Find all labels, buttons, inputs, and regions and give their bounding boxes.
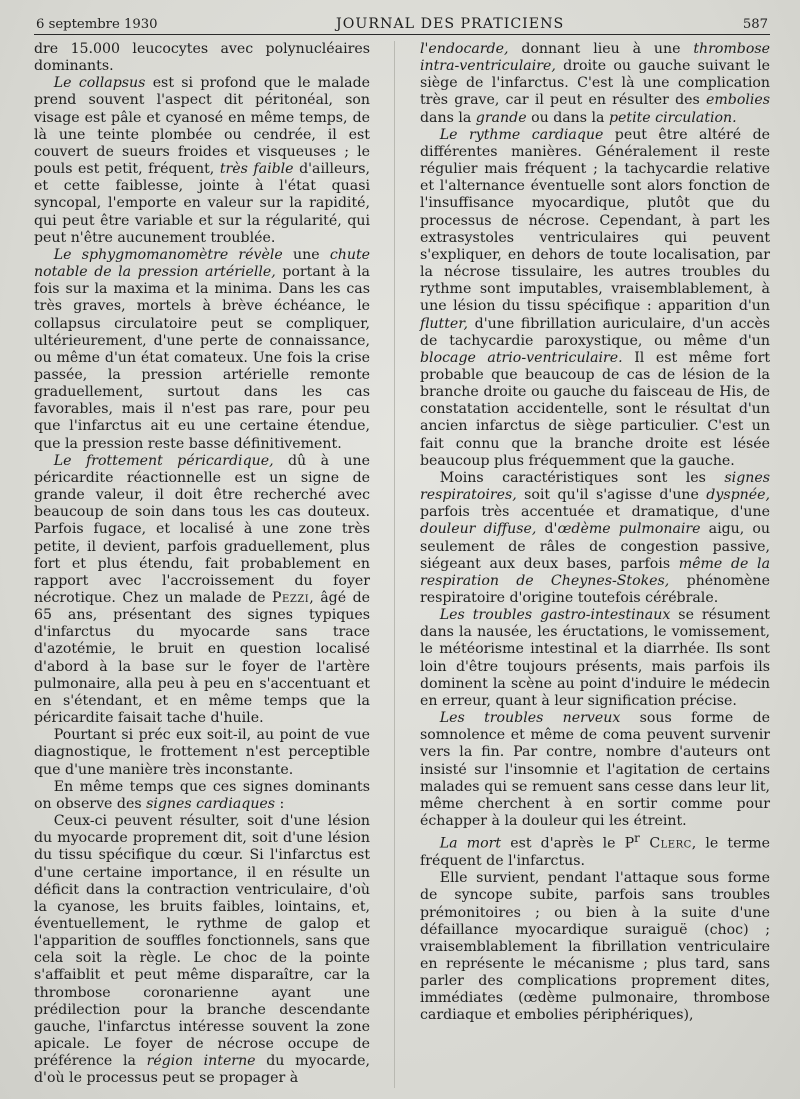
text: donnant lieu à une bbox=[508, 41, 694, 57]
emphasis: grande bbox=[475, 109, 527, 126]
paragraph-collapsus bbox=[34, 75, 370, 247]
text: , le terme fréquent de l'infarctus. bbox=[420, 835, 771, 870]
paragraph-frottement bbox=[34, 453, 370, 728]
paragraph bbox=[420, 870, 770, 1024]
emphasis: douleur diffuse, bbox=[420, 521, 537, 538]
paragraph bbox=[420, 41, 770, 127]
section-lead: Le sphygmomanomètre révèle bbox=[53, 246, 283, 263]
section-lead: Le rythme cardiaque bbox=[439, 126, 604, 143]
paragraph-nerveux bbox=[420, 710, 770, 830]
emphasis: thrombose intra-ventriculaire, bbox=[420, 41, 770, 75]
page-number: 587 bbox=[742, 17, 768, 32]
paragraph-signes-cardiaques bbox=[34, 779, 370, 813]
emphasis: petite circulation. bbox=[608, 109, 737, 126]
paragraph-sphygmomanometre bbox=[34, 247, 370, 453]
text: dre 15.000 leucocytes avec polynucléaires dominants. bbox=[34, 41, 370, 75]
text-columns bbox=[34, 41, 770, 1088]
paragraph-respiratoires bbox=[420, 470, 770, 607]
text: En même temps que ces signes dominants on observe des bbox=[34, 778, 370, 812]
text: sous forme de somnolence et même de coma peuvent survenir vers la fin. Par contre, nombre d'auteurs ont insisté sur l'insomnie et l'agitation de certains malades qui se remuent sans cesse dans leur lit, même cherchent à en sortir comme pour échapper à la douleur qui les étreint. bbox=[420, 710, 770, 830]
text: ou dans la bbox=[526, 109, 609, 126]
text: d' bbox=[536, 521, 558, 538]
column-divider bbox=[394, 41, 396, 1088]
emphasis: même de la respiration de Cheynes-Stokes, bbox=[420, 555, 771, 589]
emphasis: très faible bbox=[219, 161, 294, 178]
paragraph-gastro bbox=[420, 607, 770, 710]
paragraph-mort bbox=[420, 830, 770, 870]
text: portant à la fois sur la maxima et la minima. Dans les cas très graves, mortels à brève échéance, le collapsus circulatoire peut se compliquer, ultérieurement, d'une perte de connaissance, ou même d'un état comateux. Une fois la crise passée, la pression artérielle remonte graduellement, surtout dans les cas favorables, mais il n'est pas rare, pour peu que l'infarctus ait eu une certaine étendue, que la pression reste basse définitivement. bbox=[34, 264, 370, 452]
text: aigu, ou seulement de râles de congestion passive, siégeant aux deux bases, parfois bbox=[420, 521, 770, 572]
text: une bbox=[282, 246, 330, 263]
author-name: Clerc bbox=[639, 835, 692, 852]
section-lead: Les troubles nerveux bbox=[439, 710, 621, 727]
emphasis: signes cardiaques bbox=[146, 795, 276, 812]
emphasis: blocage atrio-ventriculaire. bbox=[420, 349, 623, 366]
emphasis: région interne bbox=[146, 1053, 256, 1070]
text: du myocarde, d'où le processus peut se propager à bbox=[34, 1053, 371, 1087]
journal-title: JOURNAL DES PRATICIENS bbox=[336, 16, 565, 32]
text: d'ailleurs, et cette faiblesse, jointe à l'état quasi syncopal, l'emporte en valeur sur la rapidité, qui peut être variable et sur la régularité, qui peut n'être aucunement troublée. bbox=[34, 161, 370, 246]
section-lead: Le collapsus bbox=[53, 75, 146, 92]
paragraph bbox=[34, 813, 370, 1088]
text: Moins caractéristiques sont les bbox=[439, 469, 725, 486]
text: : bbox=[275, 795, 285, 812]
text: Elle survient, pendant l'attaque sous forme de syncope subite, parfois sans troubles prémonitoires ; ou bien à la suite d'une défaillance myocardique suraiguë (choc) ; vraisemblablement la fibrillation ventriculaire en représente le mécanisme ; plus tard, sans parler des complications proprement dites, immédiates (œdème pulmonaire, thrombose cardiaque et embolies périphériques), bbox=[420, 870, 770, 1024]
emphasis: signes respiratoires, bbox=[420, 469, 770, 504]
text: dans la bbox=[420, 109, 476, 126]
text: droite ou gauche suivant le siège de l'infarctus. C'est là une complication très grave, car il peut en résulter des bbox=[420, 58, 770, 109]
text: d'une fibrillation auriculaire, d'un accès de tachycardie paroxystique, ou même d'un bbox=[420, 315, 770, 349]
emphasis: l'endocarde, bbox=[420, 41, 509, 57]
emphasis: embolies bbox=[705, 92, 770, 109]
superscript: r bbox=[634, 831, 640, 846]
text: est d'après le P bbox=[501, 835, 635, 852]
text: se résument dans la nausée, les éructations, le vomissement, le météorisme intestinal et la diarrhée. Ils sont loin d'être toujours présents, mais parfois ils dominent la scène au point d'induire le médecin en erreur, quant à leur signification précise. bbox=[420, 607, 770, 709]
text: Pourtant si préc eux soit-il, au point de vue diagnostique, le frottement n'est perceptible que d'une manière très inconstante. bbox=[34, 727, 370, 778]
text: dû à une péricardite réactionnelle est un signe de grande valeur, il doit être recherché avec beaucoup de soin dans tous les cas douteux. Parfois fugace, et localisé à une zone très petite, il devient, parfois graduellement, plus fort et plus étendu, fait probablement en rapport avec l'accroissement du foyer nécrotique. Chez un malade de bbox=[34, 452, 370, 606]
emphasis: dyspnée, bbox=[706, 487, 770, 504]
emphasis: chute notable de la pression artérielle, bbox=[34, 246, 370, 281]
emphasis: flutter, bbox=[420, 315, 468, 332]
emphasis: œdème pulmonaire bbox=[557, 521, 701, 538]
text: peut être altéré de différentes manières. Généralement il reste régulier mais fréquent ; la tachycardie relative et l'alternance éventuelle sont alors fonction de l'insuffisance myocardique, plutôt que du processus de nécrose. Cependant, à part les extrasystoles ventriculaires qui peuvent s'expliquer, en dehors de toute localisation, par la nécrose tissulaire, les autres troubles du rythme sont imputables, vraisemblablement, à une lésion du tissu spécifique : apparition d'un bbox=[420, 126, 770, 315]
text: soit qu'il s'agisse d'une bbox=[516, 487, 707, 504]
text: , âgé de 65 ans, présentant des signes typiques d'infarctus du myocarde sans trace d'azotémie, le bruit en question localisé d'abord à la base sur le foyer de l'artère pulmonaire, alla peu à peu en s'accentuant et en s'étendant, et en même temps que la péricardite faisait tache d'huile. bbox=[34, 590, 370, 727]
section-lead: La mort bbox=[439, 835, 502, 852]
paragraph bbox=[34, 727, 370, 778]
right-column bbox=[420, 41, 770, 1088]
text: phénomène respiratoire d'origine toutefois cérébrale. bbox=[420, 572, 770, 606]
text: est si profond que le malade prend souvent l'aspect dit péritonéal, son visage est pâle et cyanosé en même temps, de là une teinte plombée ou cendrée, il est couvert de sueurs froides et visqueuses ; le pouls est petit, fréquent, bbox=[34, 75, 371, 178]
paragraph bbox=[34, 41, 370, 75]
running-head bbox=[34, 16, 770, 35]
author-name: Pezzi bbox=[272, 590, 310, 606]
left-column bbox=[34, 41, 370, 1088]
section-lead: Les troubles gastro-intestinaux bbox=[439, 607, 671, 624]
text: parfois très accentuée et dramatique, d'une bbox=[420, 504, 770, 521]
section-lead: Le frottement péricardique, bbox=[53, 452, 274, 469]
text: Ceux-ci peuvent résulter, soit d'une lésion du myocarde proprement dit, soit d'une lésion du tissu spécifique du cœur. Si l'infarctus est d'une certaine importance, il en résulte un déficit dans la contraction ventriculaire, d'où la cyanose, les bruits faibles, lointains, et, éventuellement, le rythme de galop et l'apparition de souffles fonctionnels, sans que cela soit la règle. Le choc de la pointe s'affaiblit et peut même disparaître, car la thrombose coronarienne ayant une prédilection pour la branche descendante gauche, l'infarctus intéresse souvent la zone apicale. Le foyer de nécrose occupe de préférence la bbox=[34, 813, 370, 1070]
text: Il est même fort probable que beaucoup de cas de lésion de la branche droite ou gauche du faisceau de His, de constatation accidentelle, sont le résultat d'un ancien infarctus de siège particulier. C'est un fait connu que la branche droite est lésée beaucoup plus fréquemment que la gauche. bbox=[420, 349, 771, 469]
paragraph-rythme bbox=[420, 127, 770, 470]
issue-date: 6 septembre 1930 bbox=[36, 17, 158, 32]
